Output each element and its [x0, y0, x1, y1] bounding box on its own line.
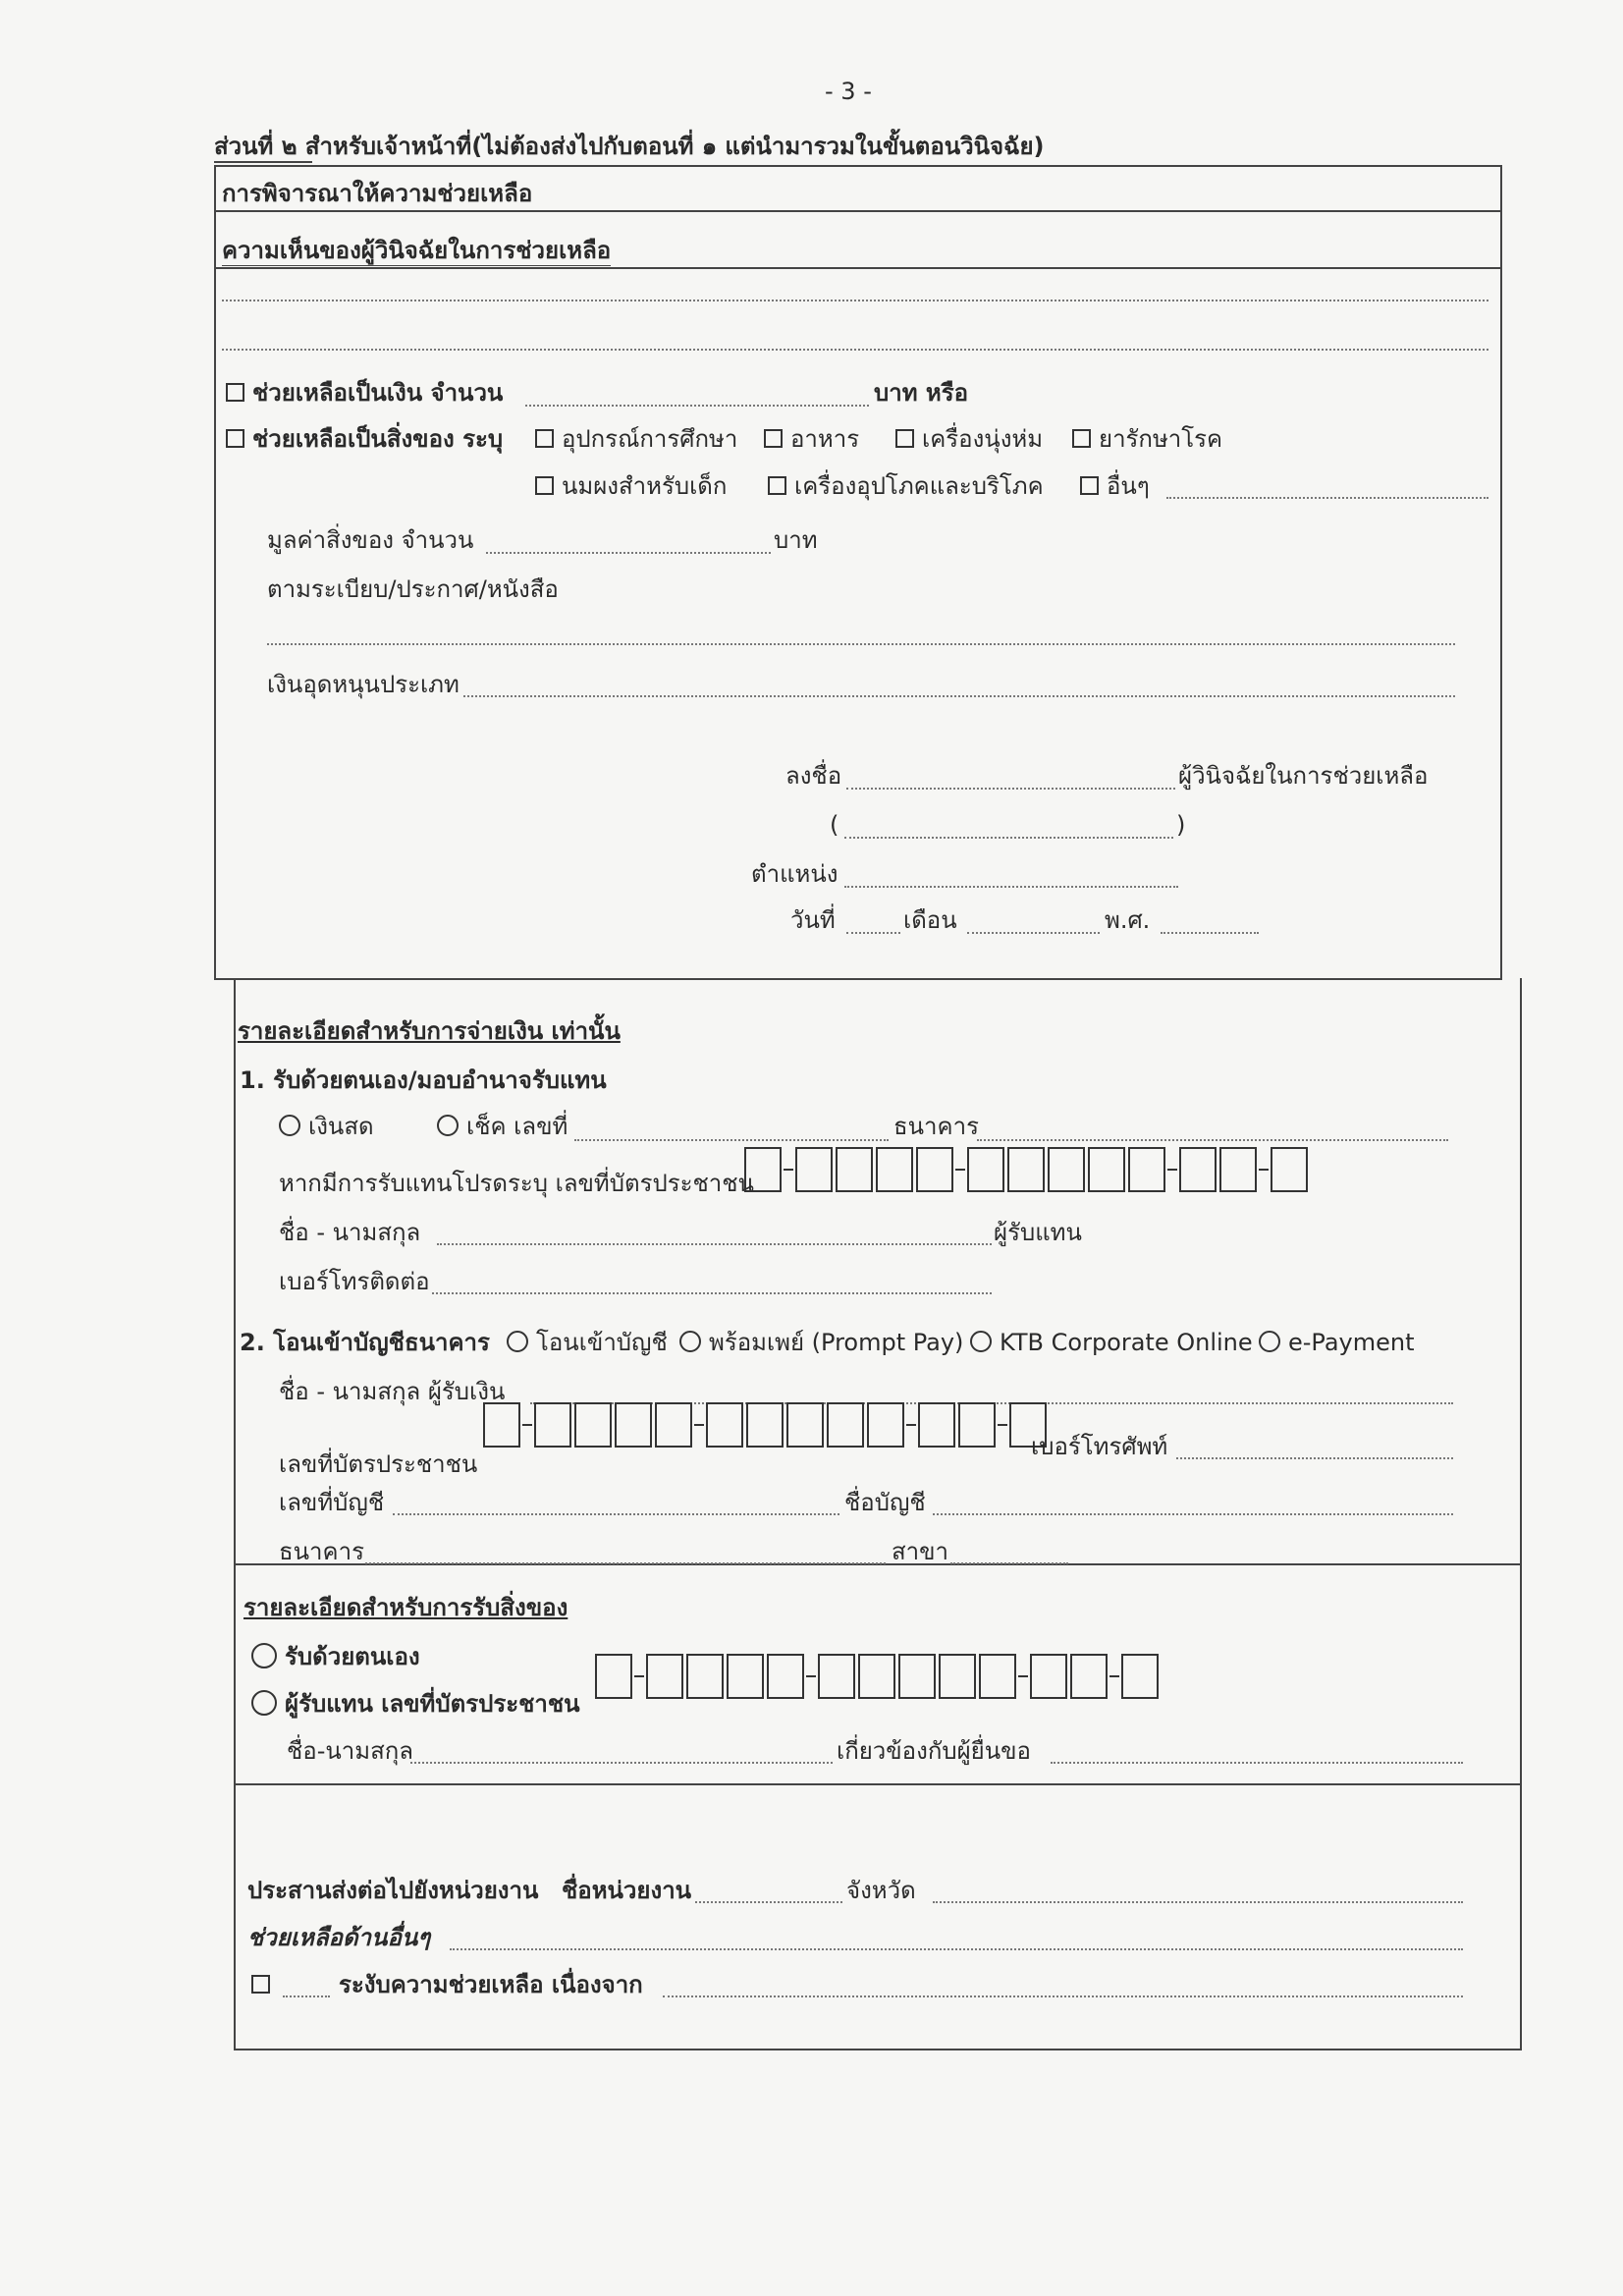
radio-icon[interactable] — [251, 1690, 277, 1716]
transfer-row — [240, 1328, 490, 1357]
cheque-option[interactable]: เช็ค เลขที่ — [437, 1112, 568, 1141]
position-field[interactable] — [844, 886, 1178, 888]
frame-left-lower — [234, 978, 236, 2050]
id-digit-box[interactable] — [818, 1654, 855, 1699]
goods-option-other[interactable]: อื่นๆ — [1080, 471, 1150, 501]
id-digit-box[interactable] — [1121, 1654, 1159, 1699]
part-heading: ส่วนที่ ๒ สำหรับเจ้าหน้าที่(ไม่ต้องส่งไปกับตอนที่ ๑ แต่นำมารวมในขั้นตอนวินิจฉัย) — [214, 133, 1045, 160]
id-digit-box[interactable] — [746, 1402, 784, 1448]
id-digit-box[interactable] — [615, 1402, 652, 1448]
page-number: - 3 - — [825, 78, 872, 105]
id-separator — [955, 1169, 965, 1171]
bank2-field[interactable] — [365, 1562, 886, 1564]
coordinate-label: ประสานส่งต่อไปยังหน่วยงาน — [247, 1877, 539, 1904]
id-digit-box[interactable] — [898, 1654, 936, 1699]
regulation-label: ตามระเบียบ/ประกาศ/หนังสือ — [267, 575, 559, 603]
printed-name-field[interactable] — [844, 837, 1173, 839]
goods-option-clothing[interactable]: เครื่องนุ่งห่ม — [895, 424, 1043, 454]
payment-item2-label: 2. โอนเข้าบัญชีธนาคาร — [240, 1329, 490, 1356]
id-digit-box[interactable] — [767, 1654, 804, 1699]
phone-label: เบอร์โทรติดต่อ — [279, 1268, 430, 1295]
id-digit-box[interactable] — [595, 1654, 632, 1699]
id-digit-box[interactable] — [1271, 1147, 1308, 1192]
id-digit-box[interactable] — [827, 1402, 864, 1448]
subsidy-field[interactable] — [463, 695, 1455, 697]
bank-label: ธนาคาร — [893, 1113, 979, 1140]
suspend-prefix-field[interactable] — [283, 1995, 330, 1997]
checkbox-icon[interactable] — [768, 476, 786, 495]
province-label: จังหวัด — [846, 1877, 916, 1904]
phone2-label: เบอร์โทรศัพท์ — [1031, 1433, 1168, 1460]
goods-option-education[interactable]: อุปกรณ์การศึกษา — [535, 424, 737, 454]
id-separator — [1018, 1675, 1028, 1677]
cash-option[interactable]: เงินสด — [279, 1112, 374, 1141]
goods-option-milk[interactable]: นมผงสำหรับเด็ก — [535, 471, 727, 501]
cash-label: ช่วยเหลือเป็นเงิน จำนวน — [252, 379, 504, 407]
cheque-number-field[interactable] — [574, 1139, 889, 1141]
part-heading-underline — [214, 161, 312, 163]
proxy-name-label: ชื่อ - นามสกุล — [279, 1219, 421, 1246]
proxy-id-label: หากมีการรับแทนโปรดระบุ เลขที่บัตรประชาชน — [279, 1170, 754, 1197]
id-digit-box[interactable] — [1030, 1654, 1067, 1699]
id-separator — [1109, 1675, 1119, 1677]
suspend-reason-field[interactable] — [663, 1995, 1463, 1997]
province-field[interactable] — [933, 1901, 1463, 1903]
checkbox-icon[interactable] — [1080, 476, 1099, 495]
id-digit-box[interactable] — [858, 1654, 895, 1699]
id-digit-box[interactable] — [706, 1402, 743, 1448]
id-digit-box[interactable] — [1128, 1147, 1165, 1192]
goods-option-consumer[interactable]: เครื่องอุปโภคและบริโภค — [768, 471, 1044, 501]
id-separator — [522, 1424, 532, 1426]
id-digit-box[interactable] — [918, 1402, 955, 1448]
agency-field[interactable] — [695, 1901, 842, 1903]
id-digit-box[interactable] — [979, 1654, 1016, 1699]
opinion-line-2[interactable] — [222, 349, 1488, 351]
bank2-label: ธนาคาร — [279, 1538, 364, 1565]
value-label: มูลค่าสิ่งของ จำนวน — [267, 526, 474, 554]
radio-icon[interactable] — [679, 1331, 701, 1352]
position-label: ตำแหน่ง — [751, 860, 839, 888]
goods-self-option[interactable]: รับด้วยตนเอง — [251, 1642, 420, 1671]
frame-left — [214, 165, 216, 980]
relation-label: เกี่ยวข้องกับผู้ยื่นขอ — [837, 1737, 1031, 1765]
id-digit-box[interactable] — [1007, 1147, 1045, 1192]
goods-checkbox[interactable] — [226, 429, 244, 448]
frame-right-lower — [1520, 978, 1522, 2050]
transfer-option-epayment[interactable]: e-Payment — [1259, 1328, 1415, 1357]
cash-checkbox[interactable] — [226, 383, 244, 402]
month-field[interactable] — [967, 932, 1100, 934]
id-digit-box[interactable] — [744, 1147, 782, 1192]
section-divider-payment — [214, 978, 1500, 980]
radio-icon[interactable] — [279, 1115, 300, 1136]
id-separator — [998, 1424, 1007, 1426]
other-help-label: ช่วยเหลือด้านอื่นๆ — [247, 1924, 431, 1951]
radio-icon[interactable] — [437, 1115, 459, 1136]
id-digit-box[interactable] — [786, 1402, 824, 1448]
payee-name-label: ชื่อ - นามสกุล ผู้รับเงิน — [279, 1378, 506, 1405]
radio-icon[interactable] — [970, 1331, 992, 1352]
date-label: วันที่ — [790, 906, 836, 934]
id-digit-box[interactable] — [655, 1402, 692, 1448]
sign-field[interactable] — [846, 788, 1175, 790]
regulation-field[interactable] — [267, 643, 1455, 645]
goods-row — [226, 424, 503, 454]
bank-field[interactable] — [977, 1139, 1448, 1141]
id-digit-box[interactable] — [1048, 1147, 1085, 1192]
branch-field[interactable] — [950, 1562, 1068, 1564]
payment-item1-label: 1. รับด้วยตนเอง/มอบอำนาจรับแทน — [240, 1066, 607, 1094]
other-help-field[interactable] — [450, 1948, 1463, 1950]
section-divider-forward — [234, 1783, 1520, 1785]
id-digit-box[interactable] — [836, 1147, 873, 1192]
radio-icon[interactable] — [251, 1643, 277, 1668]
id-digit-box[interactable] — [534, 1402, 571, 1448]
account-no-field[interactable] — [393, 1513, 839, 1515]
phone-field[interactable] — [432, 1292, 992, 1294]
paren-open: ( — [830, 811, 839, 839]
suspend-row — [251, 1970, 278, 1999]
id-separator — [1167, 1169, 1177, 1171]
paren-close: ) — [1176, 811, 1186, 839]
id-separator — [784, 1169, 793, 1171]
goods-receipt-title: รายละเอียดสำหรับการรับสิ่งของ — [243, 1594, 568, 1621]
id-digit-box[interactable] — [1219, 1147, 1257, 1192]
row-divider-1 — [214, 210, 1500, 212]
id-digit-box[interactable] — [867, 1402, 904, 1448]
checkbox-icon[interactable] — [535, 476, 554, 495]
transfer-option-ktb[interactable]: KTB Corporate Online — [970, 1328, 1253, 1357]
year-label: พ.ศ. — [1105, 906, 1151, 934]
goods-option-medicine[interactable]: ยารักษาโรค — [1072, 424, 1222, 454]
id-digit-box[interactable] — [686, 1654, 724, 1699]
opinion-label: ความเห็นของผู้วินิจฉัยในการช่วยเหลือ — [222, 237, 612, 264]
id-digit-box[interactable] — [483, 1402, 520, 1448]
id-card-label: เลขที่บัตรประชาชน — [279, 1450, 478, 1478]
branch-label: สาขา — [892, 1538, 949, 1565]
id-digit-box[interactable] — [795, 1147, 833, 1192]
cash-row — [226, 378, 503, 408]
goods-option-food[interactable]: อาหาร — [764, 424, 859, 454]
id-digit-box[interactable] — [574, 1402, 612, 1448]
id-separator — [1259, 1169, 1269, 1171]
payment-title: รายละเอียดสำหรับการจ่ายเงิน เท่านั้น — [238, 1017, 621, 1045]
goods-other-field[interactable] — [1166, 497, 1488, 499]
cash-suffix: บาท หรือ — [874, 379, 969, 407]
month-label: เดือน — [903, 906, 957, 934]
proxy-id-boxes[interactable] — [744, 1147, 1311, 1192]
id-digit-box[interactable] — [939, 1654, 976, 1699]
id-digit-box[interactable] — [967, 1147, 1004, 1192]
account-no-label: เลขที่บัญชี — [279, 1489, 385, 1516]
id-separator — [806, 1675, 816, 1677]
row-divider-2 — [214, 267, 1500, 269]
day-field[interactable] — [846, 932, 900, 934]
frame-bottom — [234, 2049, 1520, 2050]
value-amount-field[interactable] — [486, 552, 771, 554]
id-digit-box[interactable] — [916, 1147, 953, 1192]
relation-field[interactable] — [1051, 1762, 1463, 1764]
frame-right — [1500, 165, 1502, 980]
id-separator — [634, 1675, 644, 1677]
goods-name-label: ชื่อ-นามสกุล — [287, 1737, 413, 1765]
payee-id-boxes[interactable] — [483, 1402, 1050, 1448]
id-digit-box[interactable] — [1070, 1654, 1108, 1699]
radio-icon[interactable] — [1259, 1331, 1280, 1352]
goods-label: ช่วยเหลือเป็นสิ่งของ ระบุ — [252, 425, 504, 453]
id-separator — [906, 1424, 916, 1426]
id-digit-box[interactable] — [727, 1654, 764, 1699]
checkbox-icon[interactable] — [764, 429, 783, 448]
id-digit-box[interactable] — [646, 1654, 683, 1699]
proxy-name-field[interactable] — [437, 1243, 992, 1245]
suspend-label: ระงับความช่วยเหลือ เนื่องจาก — [339, 1971, 643, 1998]
checkbox-icon[interactable] — [535, 429, 554, 448]
checkbox-icon[interactable] — [895, 429, 914, 448]
suspend-checkbox[interactable] — [251, 1975, 270, 1994]
account-name-field[interactable] — [933, 1513, 1453, 1515]
year-field[interactable] — [1161, 932, 1259, 934]
cash-amount-field[interactable] — [525, 405, 869, 407]
subsidy-label: เงินอุดหนุนประเภท — [267, 671, 460, 698]
checkbox-icon[interactable] — [1072, 429, 1091, 448]
sign-role: ผู้วินิจฉัยในการช่วยเหลือ — [1178, 762, 1429, 790]
id-separator — [694, 1424, 704, 1426]
sign-label: ลงชื่อ — [785, 762, 842, 790]
transfer-option-account[interactable]: โอนเข้าบัญชี — [507, 1328, 668, 1357]
goods-name-field[interactable] — [410, 1762, 833, 1764]
id-digit-box[interactable] — [1179, 1147, 1217, 1192]
id-digit-box[interactable] — [958, 1402, 996, 1448]
frame-top — [214, 165, 1500, 167]
id-digit-box[interactable] — [1088, 1147, 1125, 1192]
proxy-role: ผู้รับแทน — [994, 1219, 1082, 1246]
account-name-label: ชื่อบัญชี — [844, 1489, 926, 1516]
radio-icon[interactable] — [507, 1331, 528, 1352]
goods-proxy-id-boxes[interactable] — [595, 1654, 1162, 1699]
opinion-underline — [222, 265, 611, 266]
opinion-line-1[interactable] — [222, 300, 1488, 301]
phone2-field[interactable] — [1176, 1457, 1453, 1459]
id-digit-box[interactable] — [876, 1147, 913, 1192]
agency-label: ชื่อหน่วยงาน — [562, 1877, 692, 1904]
consider-title: การพิจารณาให้ความช่วยเหลือ — [222, 180, 533, 207]
value-suffix: บาท — [774, 526, 818, 554]
goods-proxy-option[interactable]: ผู้รับแทน เลขที่บัตรประชาชน — [251, 1689, 580, 1719]
transfer-option-promptpay[interactable]: พร้อมเพย์ (Prompt Pay) — [679, 1328, 963, 1357]
